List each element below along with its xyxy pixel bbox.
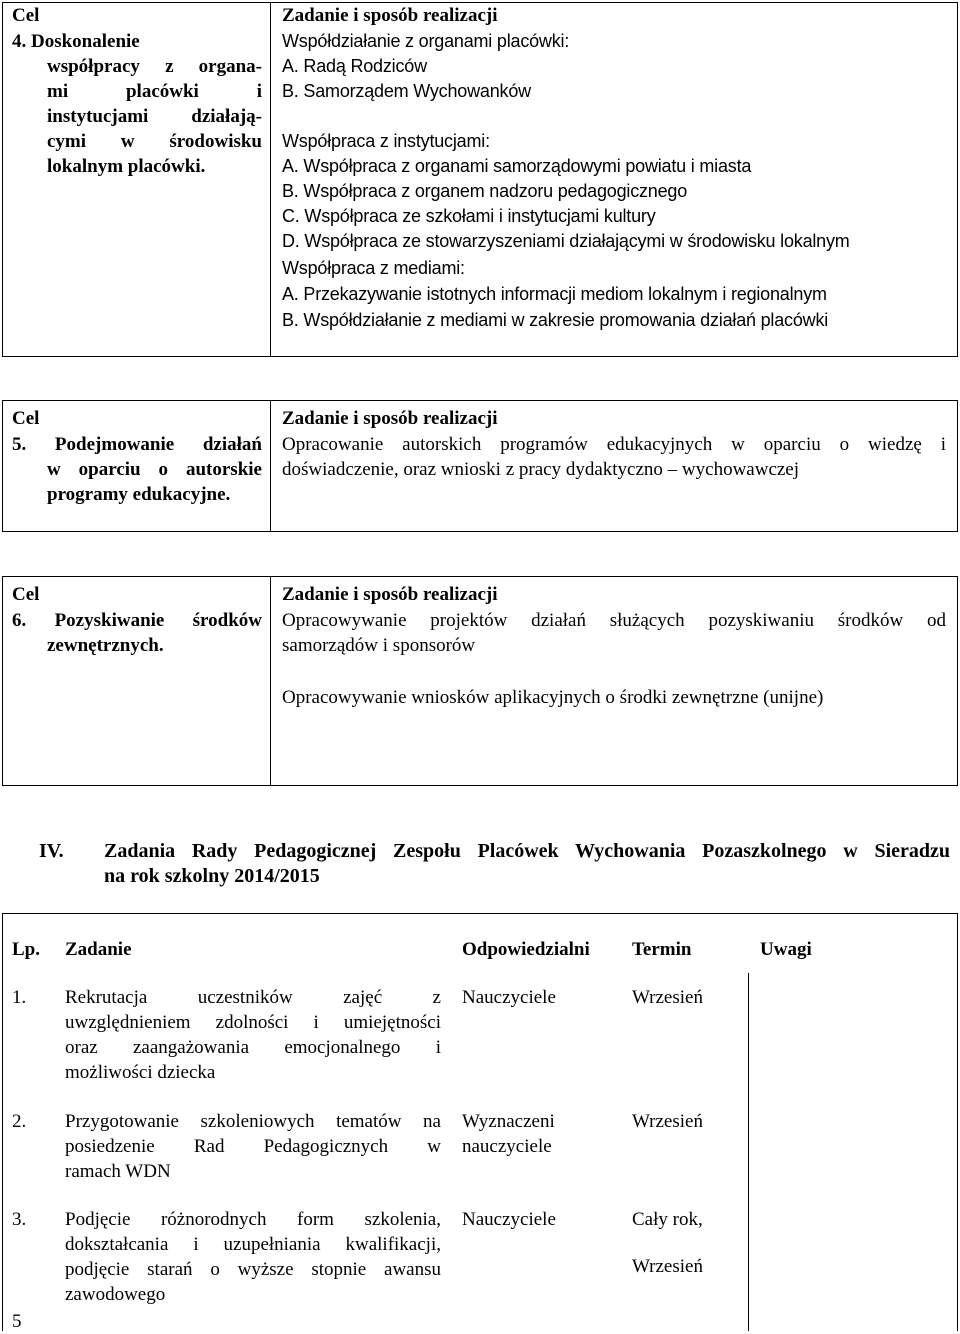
row-termin: Cały rok, xyxy=(632,1209,703,1230)
row-lp: 1. xyxy=(12,987,27,1008)
task-line: doświadczenie, oraz wnioski z pracy dydaktyczno – wychowawczej xyxy=(282,459,800,480)
row-zadanie-line: dokształcania i uzupełniania kwalifikacji, xyxy=(65,1234,441,1255)
cel-line: w oparciu o autorskie xyxy=(47,459,262,480)
row-zadanie-line: podjęcie starań o wyższe stopnie awansu xyxy=(65,1259,441,1280)
task-header: Zadanie i sposób realizacji xyxy=(282,584,498,605)
row-termin: Wrzesień xyxy=(632,1111,703,1132)
cel-line: współpracy z organa- xyxy=(47,56,262,77)
cel-line: mi placówki i xyxy=(47,81,262,102)
header-uwagi: Uwagi xyxy=(760,939,812,960)
row-zadanie-line: uwzględnieniem zdolności i umiejętności xyxy=(65,1012,441,1033)
header-zadanie: Zadanie xyxy=(65,939,132,960)
table-right-border xyxy=(957,913,958,1331)
cel-line: 6. Pozyskiwanie środków xyxy=(12,610,262,631)
section-6-divider xyxy=(270,576,271,786)
task-line: Opracowanie autorskich programów edukacyjnych w oparciu o wiedzę i xyxy=(282,434,946,455)
cel-line: lokalnym placówki. xyxy=(47,156,206,177)
row-zadanie-line: Podjęcie różnorodnych form szkolenia, xyxy=(65,1209,441,1230)
row-odpowiedzialni: Wyznaczeni xyxy=(462,1111,555,1132)
section-number: IV. xyxy=(39,840,64,862)
row-zadanie-line: możliwości dziecka xyxy=(65,1062,216,1083)
task-line: B. Współdziałanie z mediami w zakresie promowania działań placówki xyxy=(282,310,829,330)
section-heading: Zadania Rady Pedagogicznej Zespołu Placówek Wychowania Pozaszkolnego w Sieradzu xyxy=(104,840,950,862)
row-zadanie-line: Rekrutacja uczestników zajęć z xyxy=(65,987,441,1008)
row-odpowiedzialni: Nauczyciele xyxy=(462,987,556,1008)
page-number: 5 xyxy=(12,1311,22,1332)
section-4-divider xyxy=(270,2,271,357)
task-header: Zadanie i sposób realizacji xyxy=(282,408,498,429)
row-termin: Wrzesień xyxy=(632,1256,703,1277)
row-zadanie-line: ramach WDN xyxy=(65,1161,171,1182)
task-line: A. Przekazywanie istotnych informacji mediom lokalnym i regionalnym xyxy=(282,284,827,304)
row-odpowiedzialni: nauczyciele xyxy=(462,1136,552,1157)
task-line: A. Radą Rodziców xyxy=(282,56,427,76)
row-zadanie-line: oraz zaangażowania emocjonalnego i xyxy=(65,1037,441,1058)
cel-header: Cel xyxy=(12,584,40,605)
task-line: C. Współpraca ze szkołami i instytucjami kultury xyxy=(282,206,656,226)
row-zadanie-line: zawodowego xyxy=(65,1284,166,1305)
task-line: B. Współpraca z organem nadzoru pedagogicznego xyxy=(282,181,688,201)
table-left-border xyxy=(2,913,3,1331)
section-5-divider xyxy=(270,400,271,532)
header-odpowiedzialni: Odpowiedzialni xyxy=(462,939,590,960)
uwagi-column-divider xyxy=(748,973,749,1331)
task-line: Współdziałanie z organami placówki: xyxy=(282,31,570,51)
cel-line: 4. Doskonalenie xyxy=(12,31,140,52)
task-line: A. Współpraca z organami samorządowymi powiatu i miasta xyxy=(282,156,752,176)
cel-line: zewnętrznych. xyxy=(47,635,164,656)
row-zadanie-line: Przygotowanie szkoleniowych tematów na xyxy=(65,1111,441,1132)
cel-line: 5. Podejmowanie działań xyxy=(12,434,262,455)
cel-header: Cel xyxy=(12,5,40,26)
header-termin: Termin xyxy=(632,939,692,960)
row-lp: 3. xyxy=(12,1209,27,1230)
row-termin: Wrzesień xyxy=(632,987,703,1008)
task-line: Opracowywanie wniosków aplikacyjnych o środki zewnętrzne (unijne) xyxy=(282,687,824,708)
row-zadanie-line: posiedzenie Rad Pedagogicznych w xyxy=(65,1136,441,1157)
row-odpowiedzialni: Nauczyciele xyxy=(462,1209,556,1230)
task-line: Współpraca z instytucjami: xyxy=(282,131,490,151)
cel-line: instytucjami działają- xyxy=(47,106,262,127)
task-line: Opracowywanie projektów działań służących pozyskiwaniu środków od xyxy=(282,610,946,631)
section-heading: na rok szkolny 2014/2015 xyxy=(104,865,320,887)
task-line: Współpraca z mediami: xyxy=(282,258,465,278)
row-lp: 2. xyxy=(12,1111,27,1132)
cel-header: Cel xyxy=(12,408,40,429)
task-header: Zadanie i sposób realizacji xyxy=(282,5,498,26)
cel-line: programy edukacyjne. xyxy=(47,484,231,505)
task-line: B. Samorządem Wychowanków xyxy=(282,81,531,101)
task-line: D. Współpraca ze stowarzyszeniami działającymi w środowisku lokalnym xyxy=(282,231,850,251)
table-top-border xyxy=(2,913,958,914)
header-lp: Lp. xyxy=(12,939,40,960)
cel-line: cymi w środowisku xyxy=(47,131,262,152)
task-line: samorządów i sponsorów xyxy=(282,635,476,656)
